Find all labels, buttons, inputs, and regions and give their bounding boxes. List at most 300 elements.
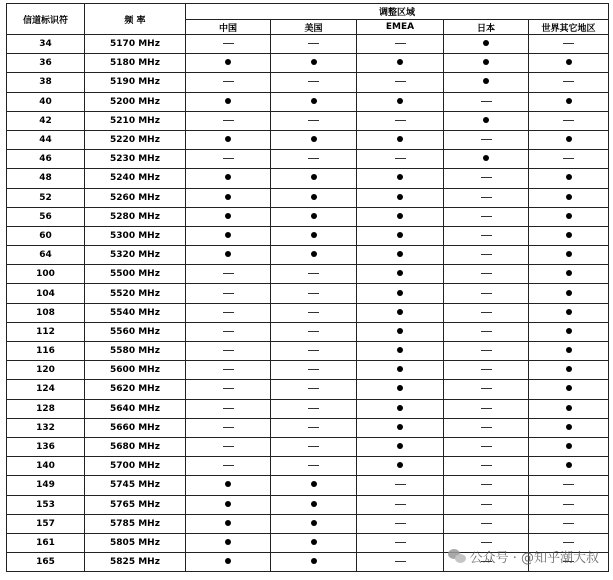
- availability-cell-emea: [357, 303, 444, 322]
- supported-dot-icon: [311, 520, 317, 526]
- frequency-cell: 5745 MHz: [85, 476, 186, 495]
- availability-cell-emea: [357, 361, 444, 380]
- supported-dot-icon: [397, 328, 403, 334]
- availability-cell-rest-of-world: [529, 73, 609, 92]
- availability-cell-rest-of-world: [529, 226, 609, 245]
- channel-id-cell: 40: [7, 92, 85, 111]
- supported-dot-icon: [225, 501, 231, 507]
- not-supported-dash-icon: [308, 331, 319, 332]
- availability-cell-japan: [444, 495, 529, 514]
- table-row: [7, 150, 609, 169]
- availability-cell-emea: [357, 73, 444, 92]
- supported-dot-icon: [397, 385, 403, 391]
- not-supported-dash-icon: [308, 120, 319, 121]
- channel-id-cell: 64: [7, 246, 85, 265]
- channel-id-cell: 46: [7, 150, 85, 169]
- availability-cell-china: [186, 188, 271, 207]
- availability-cell-china: [186, 495, 271, 514]
- availability-cell-rest-of-world: [529, 188, 609, 207]
- not-supported-dash-icon: [481, 331, 492, 332]
- availability-cell-usa: [271, 457, 357, 476]
- not-supported-dash-icon: [223, 350, 234, 351]
- not-supported-dash-icon: [223, 312, 234, 313]
- table-row: [7, 437, 609, 456]
- availability-cell-emea: [357, 265, 444, 284]
- channel-id-cell: 161: [7, 533, 85, 552]
- table-row: [7, 303, 609, 322]
- availability-cell-japan: [444, 226, 529, 245]
- channel-id-cell: 116: [7, 342, 85, 361]
- not-supported-dash-icon: [223, 273, 234, 274]
- supported-dot-icon: [397, 136, 403, 142]
- not-supported-dash-icon: [395, 120, 406, 121]
- not-supported-dash-icon: [481, 216, 492, 217]
- availability-cell-usa: [271, 130, 357, 149]
- not-supported-dash-icon: [481, 273, 492, 274]
- not-supported-dash-icon: [223, 446, 234, 447]
- availability-cell-rest-of-world: [529, 92, 609, 111]
- availability-cell-emea: [357, 553, 444, 572]
- table-row: [7, 226, 609, 245]
- not-supported-dash-icon: [395, 561, 406, 562]
- supported-dot-icon: [483, 155, 489, 161]
- table-row: [7, 418, 609, 437]
- availability-cell-china: [186, 322, 271, 341]
- availability-cell-china: [186, 265, 271, 284]
- table-row: [7, 495, 609, 514]
- not-supported-dash-icon: [223, 465, 234, 466]
- frequency-cell: 5520 MHz: [85, 284, 186, 303]
- availability-cell-emea: [357, 169, 444, 188]
- availability-cell-emea: [357, 476, 444, 495]
- availability-cell-emea: [357, 111, 444, 130]
- availability-cell-china: [186, 54, 271, 73]
- not-supported-dash-icon: [395, 43, 406, 44]
- frequency-cell: 5240 MHz: [85, 169, 186, 188]
- availability-cell-usa: [271, 533, 357, 552]
- supported-dot-icon: [566, 136, 572, 142]
- availability-cell-usa: [271, 207, 357, 226]
- availability-cell-emea: [357, 188, 444, 207]
- table-row: [7, 284, 609, 303]
- table-row: [7, 457, 609, 476]
- availability-cell-usa: [271, 380, 357, 399]
- supported-dot-icon: [311, 194, 317, 200]
- channel-id-cell: 140: [7, 457, 85, 476]
- availability-cell-china: [186, 514, 271, 533]
- not-supported-dash-icon: [481, 312, 492, 313]
- channel-id-cell: 108: [7, 303, 85, 322]
- availability-cell-japan: [444, 35, 529, 54]
- not-supported-dash-icon: [481, 235, 492, 236]
- supported-dot-icon: [397, 347, 403, 353]
- supported-dot-icon: [397, 232, 403, 238]
- channel-id-cell: 120: [7, 361, 85, 380]
- availability-cell-emea: [357, 92, 444, 111]
- availability-cell-japan: [444, 54, 529, 73]
- availability-cell-china: [186, 437, 271, 456]
- frequency-cell: 5700 MHz: [85, 457, 186, 476]
- channel-id-cell: 34: [7, 35, 85, 54]
- channel-id-cell: 128: [7, 399, 85, 418]
- supported-dot-icon: [311, 232, 317, 238]
- availability-cell-emea: [357, 342, 444, 361]
- availability-cell-china: [186, 399, 271, 418]
- supported-dot-icon: [225, 174, 231, 180]
- region-header-rest-of-world: 世界其它地区: [529, 20, 609, 35]
- not-supported-dash-icon: [223, 158, 234, 159]
- channel-id-cell: 44: [7, 130, 85, 149]
- not-supported-dash-icon: [481, 350, 492, 351]
- supported-dot-icon: [483, 40, 489, 46]
- not-supported-dash-icon: [563, 504, 574, 505]
- availability-cell-rest-of-world: [529, 130, 609, 149]
- channel-id-cell: 149: [7, 476, 85, 495]
- frequency-cell: 5805 MHz: [85, 533, 186, 552]
- not-supported-dash-icon: [563, 81, 574, 82]
- table-row: [7, 246, 609, 265]
- availability-cell-japan: [444, 380, 529, 399]
- supported-dot-icon: [566, 443, 572, 449]
- availability-cell-usa: [271, 150, 357, 169]
- supported-dot-icon: [311, 213, 317, 219]
- availability-cell-china: [186, 92, 271, 111]
- table-row: [7, 188, 609, 207]
- availability-cell-japan: [444, 418, 529, 437]
- supported-dot-icon: [397, 366, 403, 372]
- not-supported-dash-icon: [395, 81, 406, 82]
- table-row: [7, 265, 609, 284]
- not-supported-dash-icon: [481, 446, 492, 447]
- not-supported-dash-icon: [481, 139, 492, 140]
- availability-cell-usa: [271, 342, 357, 361]
- availability-cell-japan: [444, 246, 529, 265]
- availability-cell-usa: [271, 92, 357, 111]
- frequency-cell: 5170 MHz: [85, 35, 186, 54]
- availability-cell-usa: [271, 226, 357, 245]
- availability-cell-rest-of-world: [529, 361, 609, 380]
- channel-id-cell: 52: [7, 188, 85, 207]
- frequency-cell: 5785 MHz: [85, 514, 186, 533]
- availability-cell-emea: [357, 380, 444, 399]
- availability-cell-japan: [444, 169, 529, 188]
- supported-dot-icon: [397, 405, 403, 411]
- availability-cell-china: [186, 533, 271, 552]
- not-supported-dash-icon: [481, 293, 492, 294]
- frequency-cell: 5260 MHz: [85, 188, 186, 207]
- availability-cell-japan: [444, 361, 529, 380]
- not-supported-dash-icon: [481, 369, 492, 370]
- channel-id-cell: 36: [7, 54, 85, 73]
- availability-cell-emea: [357, 130, 444, 149]
- supported-dot-icon: [566, 270, 572, 276]
- supported-dot-icon: [225, 520, 231, 526]
- availability-cell-emea: [357, 246, 444, 265]
- supported-dot-icon: [397, 462, 403, 468]
- supported-dot-icon: [566, 194, 572, 200]
- availability-cell-china: [186, 380, 271, 399]
- availability-cell-usa: [271, 437, 357, 456]
- availability-cell-usa: [271, 322, 357, 341]
- availability-cell-japan: [444, 111, 529, 130]
- availability-cell-china: [186, 226, 271, 245]
- availability-cell-rest-of-world: [529, 476, 609, 495]
- not-supported-dash-icon: [563, 43, 574, 44]
- supported-dot-icon: [397, 59, 403, 65]
- channel-id-cell: 56: [7, 207, 85, 226]
- supported-dot-icon: [397, 251, 403, 257]
- not-supported-dash-icon: [481, 542, 492, 543]
- availability-cell-japan: [444, 476, 529, 495]
- frequency-cell: 5320 MHz: [85, 246, 186, 265]
- frequency-cell: 5540 MHz: [85, 303, 186, 322]
- not-supported-dash-icon: [308, 388, 319, 389]
- supported-dot-icon: [397, 213, 403, 219]
- supported-dot-icon: [566, 328, 572, 334]
- watermark: [448, 547, 599, 566]
- supported-dot-icon: [483, 59, 489, 65]
- availability-cell-usa: [271, 361, 357, 380]
- availability-cell-japan: [444, 322, 529, 341]
- not-supported-dash-icon: [395, 542, 406, 543]
- not-supported-dash-icon: [481, 101, 492, 102]
- channel-id-cell: 38: [7, 73, 85, 92]
- supported-dot-icon: [225, 59, 231, 65]
- availability-cell-rest-of-world: [529, 111, 609, 130]
- availability-cell-china: [186, 35, 271, 54]
- frequency-cell: 5580 MHz: [85, 342, 186, 361]
- availability-cell-usa: [271, 111, 357, 130]
- availability-cell-usa: [271, 54, 357, 73]
- availability-cell-japan: [444, 457, 529, 476]
- not-supported-dash-icon: [223, 43, 234, 44]
- availability-cell-rest-of-world: [529, 418, 609, 437]
- availability-cell-emea: [357, 322, 444, 341]
- not-supported-dash-icon: [308, 408, 319, 409]
- channel-id-cell: 60: [7, 226, 85, 245]
- availability-cell-japan: [444, 130, 529, 149]
- not-supported-dash-icon: [481, 177, 492, 178]
- not-supported-dash-icon: [563, 120, 574, 121]
- availability-cell-usa: [271, 73, 357, 92]
- region-header-usa: 美国: [271, 20, 357, 35]
- availability-cell-japan: [444, 188, 529, 207]
- frequency-cell: 5220 MHz: [85, 130, 186, 149]
- table-row: [7, 169, 609, 188]
- not-supported-dash-icon: [223, 331, 234, 332]
- table-row: [7, 399, 609, 418]
- availability-cell-china: [186, 130, 271, 149]
- availability-cell-japan: [444, 92, 529, 111]
- not-supported-dash-icon: [223, 120, 234, 121]
- availability-cell-usa: [271, 553, 357, 572]
- supported-dot-icon: [483, 78, 489, 84]
- not-supported-dash-icon: [481, 523, 492, 524]
- frequency-cell: 5825 MHz: [85, 553, 186, 572]
- availability-cell-rest-of-world: [529, 380, 609, 399]
- supported-dot-icon: [566, 59, 572, 65]
- availability-cell-rest-of-world: [529, 35, 609, 54]
- availability-cell-usa: [271, 188, 357, 207]
- availability-cell-china: [186, 73, 271, 92]
- availability-cell-usa: [271, 169, 357, 188]
- availability-cell-japan: [444, 265, 529, 284]
- not-supported-dash-icon: [481, 484, 492, 485]
- not-supported-dash-icon: [308, 427, 319, 428]
- availability-cell-china: [186, 361, 271, 380]
- not-supported-dash-icon: [563, 523, 574, 524]
- channel-id-cell: 157: [7, 514, 85, 533]
- supported-dot-icon: [397, 290, 403, 296]
- channel-id-cell: 132: [7, 418, 85, 437]
- table-body: [7, 35, 609, 572]
- availability-cell-emea: [357, 457, 444, 476]
- table-row: [7, 322, 609, 341]
- table-row: [7, 380, 609, 399]
- frequency-cell: 5620 MHz: [85, 380, 186, 399]
- supported-dot-icon: [397, 194, 403, 200]
- availability-cell-japan: [444, 207, 529, 226]
- supported-dot-icon: [566, 366, 572, 372]
- not-supported-dash-icon: [223, 81, 234, 82]
- not-supported-dash-icon: [308, 293, 319, 294]
- availability-cell-rest-of-world: [529, 303, 609, 322]
- table-row: [7, 514, 609, 533]
- channel-id-cell: 48: [7, 169, 85, 188]
- not-supported-dash-icon: [308, 158, 319, 159]
- frequency-cell: 5680 MHz: [85, 437, 186, 456]
- availability-cell-usa: [271, 514, 357, 533]
- channel-id-cell: 124: [7, 380, 85, 399]
- not-supported-dash-icon: [481, 408, 492, 409]
- channel-id-header: 信道标识符: [7, 4, 85, 35]
- supported-dot-icon: [566, 424, 572, 430]
- availability-cell-emea: [357, 54, 444, 73]
- supported-dot-icon: [566, 213, 572, 219]
- availability-cell-emea: [357, 226, 444, 245]
- availability-cell-japan: [444, 437, 529, 456]
- availability-cell-japan: [444, 150, 529, 169]
- table-row: [7, 207, 609, 226]
- availability-cell-rest-of-world: [529, 169, 609, 188]
- supported-dot-icon: [397, 174, 403, 180]
- availability-cell-emea: [357, 533, 444, 552]
- not-supported-dash-icon: [563, 484, 574, 485]
- frequency-cell: 5280 MHz: [85, 207, 186, 226]
- availability-cell-japan: [444, 342, 529, 361]
- supported-dot-icon: [566, 174, 572, 180]
- not-supported-dash-icon: [223, 388, 234, 389]
- table-row: [7, 35, 609, 54]
- supported-dot-icon: [311, 98, 317, 104]
- supported-dot-icon: [225, 136, 231, 142]
- availability-cell-rest-of-world: [529, 399, 609, 418]
- supported-dot-icon: [311, 174, 317, 180]
- supported-dot-icon: [397, 424, 403, 430]
- not-supported-dash-icon: [395, 158, 406, 159]
- not-supported-dash-icon: [223, 369, 234, 370]
- not-supported-dash-icon: [395, 504, 406, 505]
- region-header-japan: 日本: [444, 20, 529, 35]
- availability-cell-rest-of-world: [529, 514, 609, 533]
- availability-cell-china: [186, 207, 271, 226]
- channel-id-cell: 112: [7, 322, 85, 341]
- frequency-header: 频 率: [85, 4, 186, 35]
- availability-cell-usa: [271, 399, 357, 418]
- supported-dot-icon: [566, 251, 572, 257]
- availability-cell-rest-of-world: [529, 150, 609, 169]
- supported-dot-icon: [225, 194, 231, 200]
- supported-dot-icon: [483, 117, 489, 123]
- availability-cell-china: [186, 246, 271, 265]
- availability-cell-rest-of-world: [529, 495, 609, 514]
- frequency-cell: 5180 MHz: [85, 54, 186, 73]
- channel-table: [6, 3, 609, 572]
- supported-dot-icon: [311, 251, 317, 257]
- frequency-cell: 5200 MHz: [85, 92, 186, 111]
- availability-cell-china: [186, 169, 271, 188]
- frequency-cell: 5230 MHz: [85, 150, 186, 169]
- not-supported-dash-icon: [308, 369, 319, 370]
- supported-dot-icon: [225, 251, 231, 257]
- not-supported-dash-icon: [308, 273, 319, 274]
- availability-cell-china: [186, 150, 271, 169]
- availability-cell-japan: [444, 303, 529, 322]
- availability-cell-china: [186, 418, 271, 437]
- region-header-china: 中国: [186, 20, 271, 35]
- supported-dot-icon: [225, 558, 231, 564]
- availability-cell-emea: [357, 35, 444, 54]
- not-supported-dash-icon: [223, 427, 234, 428]
- supported-dot-icon: [225, 98, 231, 104]
- not-supported-dash-icon: [223, 293, 234, 294]
- supported-dot-icon: [566, 232, 572, 238]
- table-row: [7, 73, 609, 92]
- availability-cell-rest-of-world: [529, 437, 609, 456]
- availability-cell-usa: [271, 303, 357, 322]
- not-supported-dash-icon: [563, 542, 574, 543]
- availability-cell-china: [186, 111, 271, 130]
- availability-cell-emea: [357, 399, 444, 418]
- table-row: [7, 361, 609, 380]
- supported-dot-icon: [566, 347, 572, 353]
- frequency-cell: 5300 MHz: [85, 226, 186, 245]
- channel-id-cell: 104: [7, 284, 85, 303]
- region-header-emea: EMEA: [357, 20, 444, 35]
- frequency-cell: 5190 MHz: [85, 73, 186, 92]
- availability-cell-rest-of-world: [529, 265, 609, 284]
- availability-cell-usa: [271, 284, 357, 303]
- frequency-cell: 5500 MHz: [85, 265, 186, 284]
- supported-dot-icon: [225, 481, 231, 487]
- availability-cell-usa: [271, 476, 357, 495]
- availability-cell-rest-of-world: [529, 284, 609, 303]
- not-supported-dash-icon: [481, 388, 492, 389]
- not-supported-dash-icon: [395, 484, 406, 485]
- not-supported-dash-icon: [308, 81, 319, 82]
- table-row: [7, 54, 609, 73]
- supported-dot-icon: [311, 558, 317, 564]
- frequency-cell: 5600 MHz: [85, 361, 186, 380]
- availability-cell-rest-of-world: [529, 322, 609, 341]
- availability-cell-emea: [357, 207, 444, 226]
- frequency-cell: 5660 MHz: [85, 418, 186, 437]
- supported-dot-icon: [566, 98, 572, 104]
- table-row: [7, 92, 609, 111]
- availability-cell-japan: [444, 399, 529, 418]
- supported-dot-icon: [311, 59, 317, 65]
- supported-dot-icon: [566, 405, 572, 411]
